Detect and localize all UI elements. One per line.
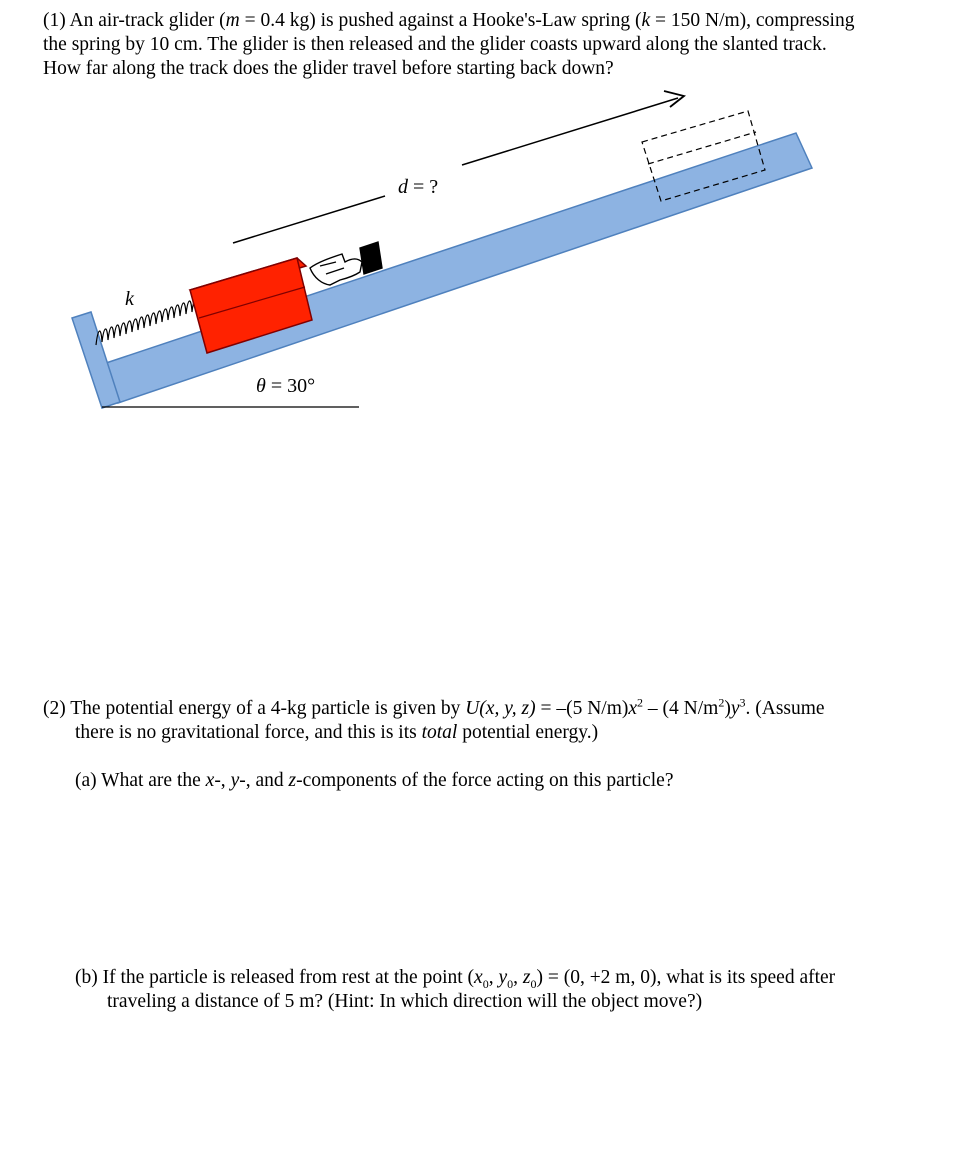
problem-1-line-3: How far along the track does the glider travel before starting back down? bbox=[43, 58, 614, 79]
part-b-line-2: traveling a distance of 5 m? (Hint: In which direction will the object move?) bbox=[107, 991, 703, 1012]
part-a: (a) What are the x-, y-, and z-components of the force acting on this particle? bbox=[75, 770, 674, 791]
air-track bbox=[106, 133, 812, 403]
problem-1-line-2: the spring by 10 cm. The glider is then released and the glider coasts upward along the slanted track. bbox=[43, 34, 827, 55]
distance-line-right bbox=[462, 98, 678, 165]
distance-line-left bbox=[233, 196, 385, 243]
problem-2 bbox=[43, 697, 943, 745]
problem-2-line-2: there is no gravitational force, and this is its total potential energy.) bbox=[75, 722, 599, 743]
part-b bbox=[75, 966, 835, 1014]
part-b-line-1: (b) If the particle is released from rest at the point ($x_0$, $y_0$, $z_0) = (0$, +2 m, 0), what is its speed after bbox=[75, 967, 836, 991]
incline-diagram bbox=[0, 0, 970, 520]
spring-label: k bbox=[125, 288, 134, 310]
distance-label: d = ? bbox=[398, 176, 439, 198]
problem-2-line-1: (2) The potential energy of a 4-kg particle is given by U(x, y, z) = –(5 $N/m)x^2 - (4$ $N/m^2)y^3$. (Assume bbox=[43, 695, 825, 719]
angle-label: θ = 30° bbox=[256, 375, 316, 397]
problem-1-line-1: (1) An air-track glider (m = 0.4 kg) is pushed against a Hooke's-Law spring (k = 150 N/m), compressing bbox=[43, 10, 855, 31]
